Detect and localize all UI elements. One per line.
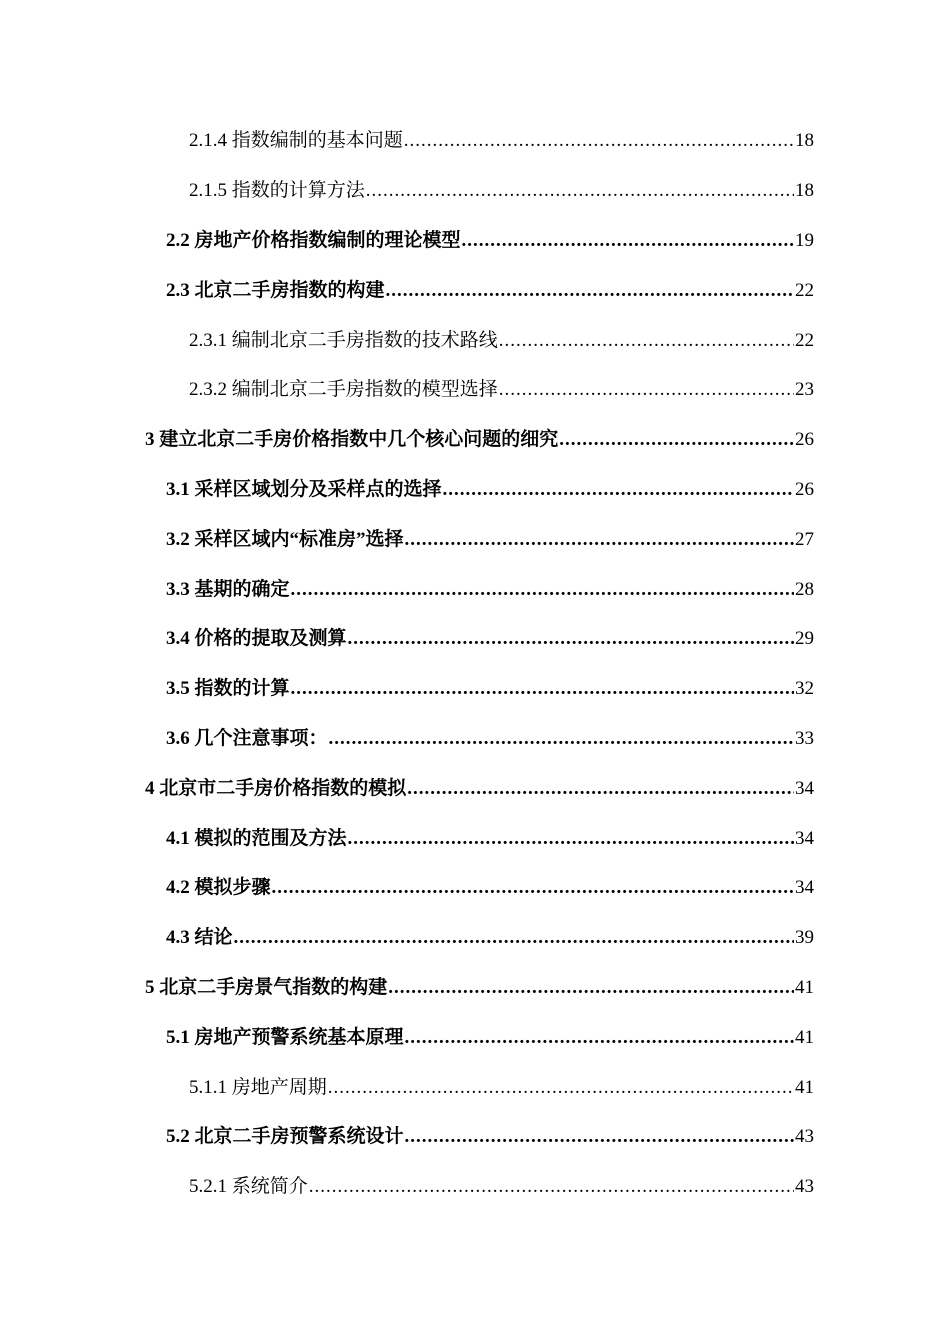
toc-leader: [405, 1028, 794, 1047]
toc-title: 北京市二手房价格指数的模拟: [159, 777, 407, 799]
toc-number: 4.1: [166, 827, 190, 849]
toc-entry-3-2[interactable]: [0, 514, 950, 564]
toc-page: 33: [795, 727, 814, 749]
toc-page: 34: [795, 777, 814, 799]
toc-entry-5-2-1[interactable]: [0, 1162, 950, 1212]
toc-number: 2.3.1: [189, 329, 227, 351]
toc-number: 2.1.5: [189, 180, 227, 202]
toc-title: 价格的提取及测算: [194, 628, 347, 650]
toc-entry-3-1[interactable]: [0, 465, 950, 515]
toc-entry-2-3-1[interactable]: [0, 315, 950, 365]
toc-page: 27: [795, 528, 814, 550]
toc-leader: [348, 629, 794, 648]
toc-leader: [234, 928, 794, 947]
toc-title: 房地产周期: [231, 1076, 327, 1098]
toc-page: 43: [795, 1176, 814, 1198]
toc-leader: [291, 679, 794, 698]
toc-number: 4.3: [166, 927, 190, 949]
toc-entry-2-3-2[interactable]: [0, 365, 950, 415]
toc-title: 北京二手房景气指数的构建: [159, 976, 388, 998]
toc-title: 采样区域划分及采样点的选择: [194, 478, 442, 500]
toc-number: 5.2.1: [189, 1176, 227, 1198]
toc-leader: [328, 1078, 794, 1097]
toc-number: 2.2: [166, 229, 190, 251]
toc-entry-3-5[interactable]: [0, 664, 950, 714]
toc-page: 26: [795, 429, 814, 451]
toc-title: 系统简介: [231, 1176, 308, 1198]
toc-leader: [272, 878, 794, 897]
toc-title: 编制北京二手房指数的模型选择: [231, 379, 498, 401]
toc-title: 结论: [194, 927, 233, 949]
toc-entry-2-3[interactable]: [0, 265, 950, 315]
toc-leader: [405, 1127, 794, 1146]
toc-title: 指数编制的基本问题: [231, 130, 403, 152]
toc-leader: [499, 331, 794, 350]
toc-leader: [309, 1177, 794, 1196]
toc-page: 29: [795, 628, 814, 650]
toc-leader: [407, 779, 794, 798]
toc-entry-3-4[interactable]: [0, 614, 950, 664]
toc-page: 22: [795, 329, 814, 351]
toc-number: 4.2: [166, 877, 190, 899]
toc-page: 41: [795, 1076, 814, 1098]
toc-page: 28: [795, 578, 814, 600]
toc-leader: [443, 480, 794, 499]
toc-number: 3.4: [166, 628, 190, 650]
toc-entry-2-1-4[interactable]: [0, 116, 950, 166]
toc-entry-5-1-1[interactable]: [0, 1062, 950, 1112]
toc-entry-3-6[interactable]: [0, 714, 950, 764]
toc-title: 指数的计算方法: [231, 180, 365, 202]
toc-entry-4[interactable]: [0, 763, 950, 813]
toc-entry-4-2[interactable]: [0, 863, 950, 913]
toc-number: 2.3.2: [189, 379, 227, 401]
toc-page: 26: [795, 478, 814, 500]
toc-number: 2.3: [166, 279, 190, 301]
toc-title: 北京二手房指数的构建: [194, 279, 385, 301]
toc-title: 编制北京二手房指数的技术路线: [231, 329, 498, 351]
toc-leader: [291, 580, 794, 599]
toc-number: 5: [145, 976, 155, 998]
toc-title: 北京二手房预警系统设计: [194, 1126, 404, 1148]
toc-entry-4-3[interactable]: [0, 913, 950, 963]
toc-entry-5-1[interactable]: [0, 1012, 950, 1062]
toc-title: 建立北京二手房价格指数中几个核心问题的细究: [159, 429, 559, 451]
toc-title: 房地产价格指数编制的理论模型: [194, 229, 461, 251]
toc-title: 模拟的范围及方法: [194, 827, 347, 849]
toc-leader: [462, 231, 794, 250]
toc-page: 41: [795, 1026, 814, 1048]
toc-entry-3[interactable]: [0, 415, 950, 465]
toc-leader: [405, 530, 794, 549]
toc-entry-2-2[interactable]: [0, 216, 950, 266]
toc-number: 3: [145, 429, 155, 451]
toc-title: 基期的确定: [194, 578, 290, 600]
toc-leader: [366, 181, 794, 200]
toc-number: 4: [145, 777, 155, 799]
toc-title: 采样区域内“标准房”选择: [194, 528, 404, 550]
toc-leader: [348, 829, 794, 848]
toc-leader: [499, 380, 794, 399]
toc-number: 3.6: [166, 727, 190, 749]
table-of-contents: [0, 116, 950, 1212]
toc-entry-3-3[interactable]: [0, 564, 950, 614]
toc-number: 5.1.1: [189, 1076, 227, 1098]
toc-entry-5[interactable]: [0, 963, 950, 1013]
toc-leader: [388, 978, 794, 997]
toc-title: 模拟步骤: [194, 877, 271, 899]
toc-leader: [329, 729, 794, 748]
toc-page: 32: [795, 678, 814, 700]
toc-page: 19: [795, 229, 814, 251]
toc-page: 18: [795, 180, 814, 202]
toc-number: 3.1: [166, 478, 190, 500]
toc-number: 3.2: [166, 528, 190, 550]
toc-page: 18: [795, 130, 814, 152]
toc-page: 34: [795, 827, 814, 849]
toc-title: 指数的计算: [194, 678, 290, 700]
toc-entry-5-2[interactable]: [0, 1112, 950, 1162]
toc-page: 22: [795, 279, 814, 301]
toc-title: 房地产预警系统基本原理: [194, 1026, 404, 1048]
toc-page: 23: [795, 379, 814, 401]
toc-page: 39: [795, 927, 814, 949]
toc-page: 34: [795, 877, 814, 899]
toc-number: 5.2: [166, 1126, 190, 1148]
toc-leader: [386, 281, 794, 300]
toc-title: 几个注意事项：: [194, 727, 328, 749]
toc-entry-4-1[interactable]: [0, 813, 950, 863]
toc-entry-2-1-5[interactable]: [0, 166, 950, 216]
toc-page: 41: [795, 976, 814, 998]
toc-number: 5.1: [166, 1026, 190, 1048]
toc-page: 43: [795, 1126, 814, 1148]
toc-number: 2.1.4: [189, 130, 227, 152]
toc-leader: [559, 430, 794, 449]
toc-number: 3.5: [166, 678, 190, 700]
toc-number: 3.3: [166, 578, 190, 600]
toc-leader: [404, 131, 794, 150]
